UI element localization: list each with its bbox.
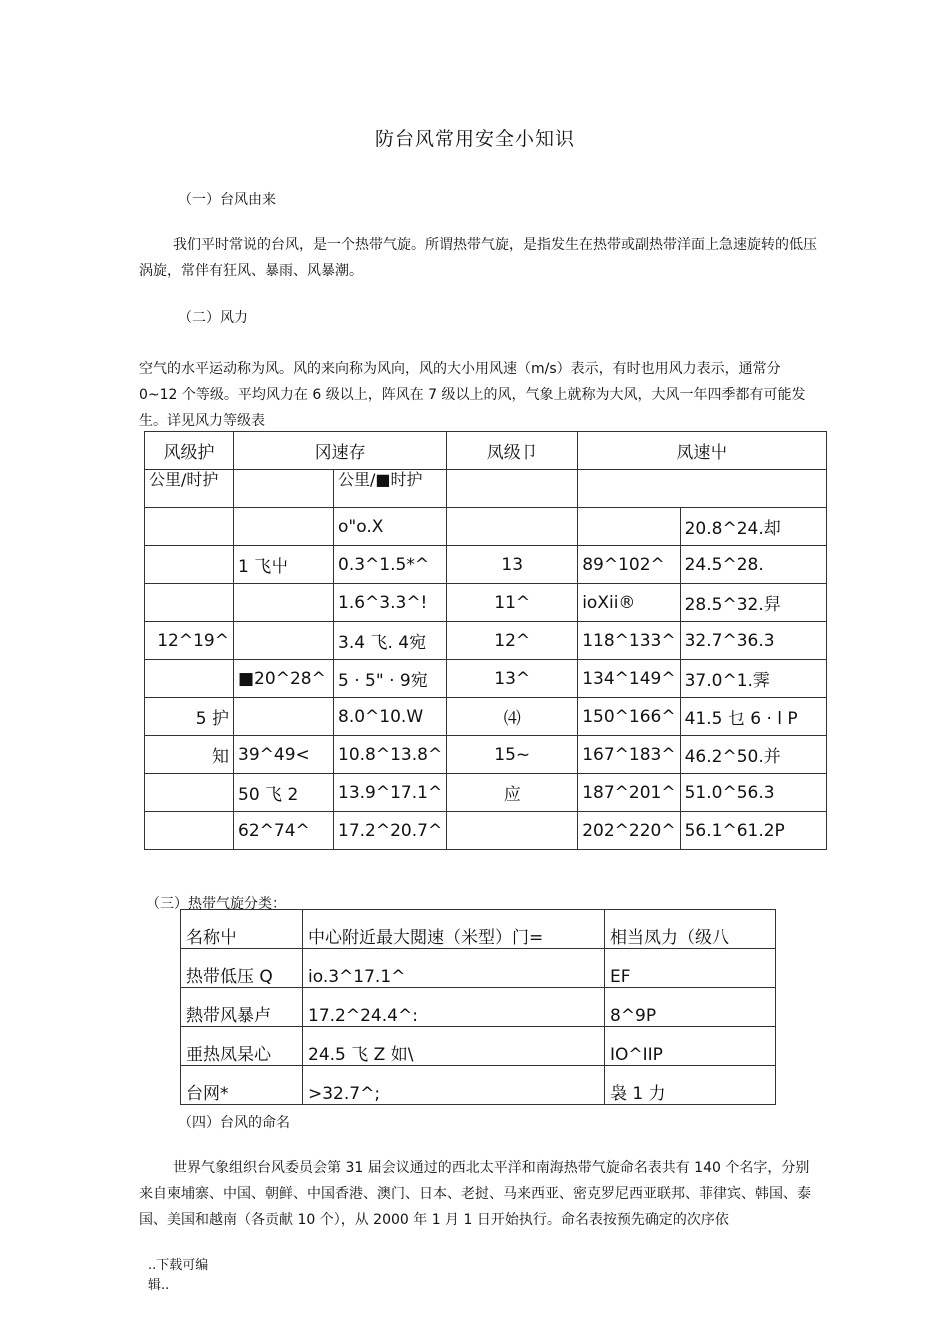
table-cell: [447, 812, 578, 850]
section-heading-naming: （四）台风的命名: [178, 1115, 290, 1131]
footer-line: 辑..: [148, 1278, 170, 1293]
table-header-cell: 相当凤力（级八: [605, 910, 776, 949]
table-cell: EF: [605, 949, 776, 988]
footer-note: [148, 1256, 208, 1296]
table-row: [181, 1066, 776, 1105]
table-cell: 56.1^61.2P: [680, 812, 826, 850]
table-row: [145, 546, 827, 584]
table-cell: 50 飞 2: [234, 774, 334, 812]
table-cell: 187^201^: [578, 774, 680, 812]
table-cell: [145, 660, 234, 698]
section-heading-origin: （一）台风由来: [178, 192, 276, 208]
table-cell: io.3^17.1^: [303, 949, 605, 988]
table-cell: 8.0^10.W: [334, 698, 447, 736]
table-header-cell: 中心附近最大閲速（米型）门=: [303, 910, 605, 949]
table-cell: ioXii®: [578, 584, 680, 622]
section-heading-classification: （三）热带气旋分类：: [146, 896, 286, 912]
section-heading-wind: （二）风力: [178, 310, 248, 326]
wind-scale-table: [144, 431, 827, 850]
table-header-cell: 凤速屮: [578, 432, 826, 470]
table-row: [145, 508, 827, 546]
table-cell: 5 · 5" · 9宛: [334, 660, 447, 698]
table-cell: 46.2^50.并: [680, 736, 826, 774]
footer-line: ..下载可编: [148, 1258, 209, 1273]
table-cell: 3.4 飞. 4宛: [334, 622, 447, 660]
table-row: [181, 988, 776, 1027]
paragraph-naming: 世界气象组织台风委员会第 31 届会议通过的西北太平洋和南海热带气旋命名表共有 140 个名字，分别来自柬埔寨、中国、朝鲜、中国香港、澳门、日本、老挝、马来西亚、密克罗尼西亚联邦、菲律宾、韩国、泰国、美国和越南（各贡献 10 个），从 2000 年 1 月 1 日开始执行。命名表按预先确定的次序依: [139, 1160, 811, 1228]
table-cell: 134^149^: [578, 660, 680, 698]
table-cell: [234, 584, 334, 622]
table-cell: [447, 508, 578, 546]
table-cell: 亜热凤杲心: [181, 1027, 303, 1066]
table-header-row: [145, 470, 827, 508]
table-cell: [145, 584, 234, 622]
table-header-cell: [234, 470, 334, 508]
table-row: [145, 698, 827, 736]
table-cell: 28.5^32.舁: [680, 584, 826, 622]
table-cell: [145, 774, 234, 812]
table-cell: 5 护: [145, 698, 234, 736]
table-row: [145, 660, 827, 698]
table-cell: 62^74^: [234, 812, 334, 850]
table-cell: 12^: [447, 622, 578, 660]
cyclone-classification-table: [180, 909, 776, 1105]
table-cell: 37.0^1.霁: [680, 660, 826, 698]
table-cell: 热带低压 Q: [181, 949, 303, 988]
table-cell: o"o.X: [334, 508, 447, 546]
table-cell: 51.0^56.3: [680, 774, 826, 812]
table-cell: 1.6^3.3^!: [334, 584, 447, 622]
table-cell: 1 飞屮: [234, 546, 334, 584]
table-row: [145, 774, 827, 812]
table-cell: 39^49<: [234, 736, 334, 774]
table-row: [181, 949, 776, 988]
table-cell: 台网*: [181, 1066, 303, 1105]
table-cell: [145, 508, 234, 546]
table-cell: 11^: [447, 584, 578, 622]
table-cell: [145, 546, 234, 584]
table-cell: 袅 1 力: [605, 1066, 776, 1105]
table-header-row: [145, 432, 827, 470]
table-cell: [234, 622, 334, 660]
table-cell: 知: [145, 736, 234, 774]
table-cell: 13.9^17.1^: [334, 774, 447, 812]
table-cell: 15~: [447, 736, 578, 774]
table-header-cell: [447, 470, 578, 508]
table-header-cell: [578, 470, 826, 508]
table-row: [181, 1027, 776, 1066]
table-cell: 24.5 飞 Z 如\: [303, 1027, 605, 1066]
table-cell: ■20^28^: [234, 660, 334, 698]
page-title: 防台风常用安全小知识: [374, 128, 575, 150]
table-cell: 32.7^36.3: [680, 622, 826, 660]
table-cell: 41.5 乜 6 · l P: [680, 698, 826, 736]
table-header-cell: 风级护: [145, 432, 234, 470]
table-cell: [578, 508, 680, 546]
table-cell: 118^133^: [578, 622, 680, 660]
table-cell: 20.8^24.却: [680, 508, 826, 546]
table-cell: [234, 698, 334, 736]
table-cell: 应: [447, 774, 578, 812]
table-cell: 12^19^: [145, 622, 234, 660]
table-cell: 17.2^24.4^:: [303, 988, 605, 1027]
table-cell: 150^166^: [578, 698, 680, 736]
table-cell: >32.7^;: [303, 1066, 605, 1105]
table-header-cell: 名称屮: [181, 910, 303, 949]
table-cell: 202^220^: [578, 812, 680, 850]
table-cell: 13: [447, 546, 578, 584]
table-row: [145, 584, 827, 622]
table-header-cell: 公里/时护: [145, 470, 234, 508]
table-row: [145, 622, 827, 660]
paragraph-origin: 我们平时常说的台风，是一个热带气旋。所谓热带气旋，是指发生在热带或副热带洋面上急速旋转的低压涡旋，常伴有狂风、暴雨、风暴潮。: [139, 237, 817, 279]
table-header-cell: 公里/■时护: [334, 470, 447, 508]
paragraph-wind: 空气的水平运动称为风。风的来向称为风向，风的大小用风速（m/s）表示，有时也用风力表示，通常分 0~12 个等级。平均风力在 6 级以上，阵风在 7 级以上的风，气象上就称为大风，大风一年四季都有可能发生。详见风力等级表: [139, 361, 806, 429]
table-row: [145, 812, 827, 850]
table-header-row: [181, 910, 776, 949]
table-cell: 0.3^1.5*^: [334, 546, 447, 584]
table-cell: 17.2^20.7^: [334, 812, 447, 850]
table-cell: 89^102^: [578, 546, 680, 584]
table-row: [145, 736, 827, 774]
table-cell: 167^183^: [578, 736, 680, 774]
table-cell: 8^9P: [605, 988, 776, 1027]
table-header-cell: 凤级卩: [447, 432, 578, 470]
table-cell: 24.5^28.: [680, 546, 826, 584]
table-cell: ⑷: [447, 698, 578, 736]
table-cell: IO^IIP: [605, 1027, 776, 1066]
table-cell: 13^: [447, 660, 578, 698]
table-header-cell: 冈速存: [234, 432, 447, 470]
table-cell: [234, 508, 334, 546]
table-cell: [145, 812, 234, 850]
table-cell: 10.8^13.8^: [334, 736, 447, 774]
table-cell: 熱带风暴卢: [181, 988, 303, 1027]
